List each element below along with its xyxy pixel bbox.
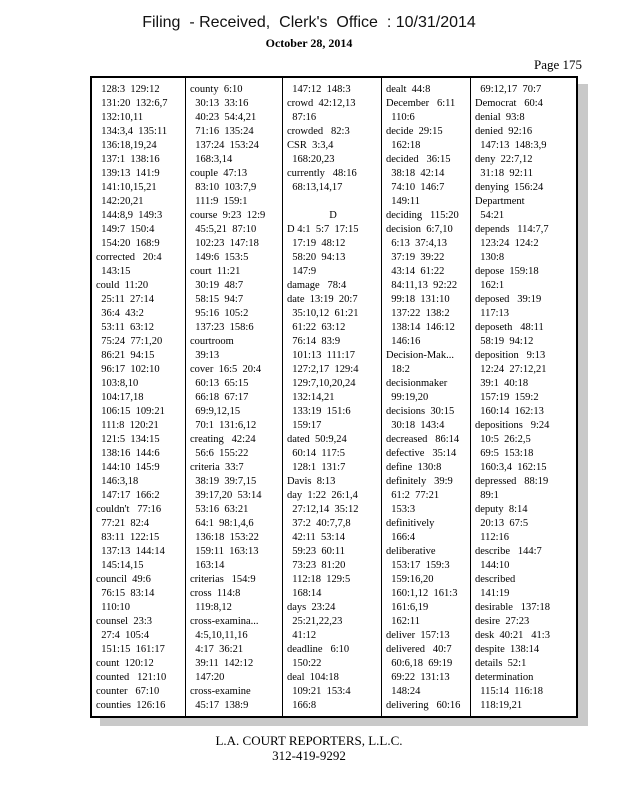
index-line: 58:19 94:12 [475,336,534,347]
index-line: 147:12 148:3 [287,84,351,95]
index-line: 160:14 162:13 [475,406,544,417]
index-line: 74:10 146:7 [386,182,445,193]
index-line: 106:15 109:21 [96,406,165,417]
index-line: 4:17 36:21 [190,644,244,655]
index-line: 66:18 67:17 [190,392,249,403]
index-line: deliberative [386,546,436,557]
index-line: 103:8,10 [96,378,139,389]
index-line: 43:14 61:22 [386,266,445,277]
index-line: criterias 154:9 [190,574,256,585]
index-line: 131:20 132:6,7 [96,98,168,109]
index-line: 166:8 [287,700,317,711]
index-line: 110:10 [96,602,131,613]
index-line: deliver 157:13 [386,630,450,641]
index-line: 112:16 [475,532,510,543]
index-line: 38:18 42:14 [386,168,445,179]
index-line: 137:23 158:6 [190,322,254,333]
page-number: Page 175 [533,57,582,72]
index-line: 149:6 153:5 [190,252,249,263]
index-line: 60:13 65:15 [190,378,249,389]
index-line: 161:6,19 [386,602,429,613]
index-line: 39:13 [190,350,220,361]
index-column [186,78,283,716]
index-line: 132:14,21 [287,392,335,403]
index-line: 69:5 153:18 [475,448,534,459]
reporter-footer [0,733,618,763]
index-line: 76:15 83:14 [96,588,155,599]
index-line: 69:22 131:13 [386,672,450,683]
index-line: 60:6,18 69:19 [386,658,453,669]
index-line: 130:8 [475,252,505,263]
index-line: 71:16 135:24 [190,126,254,137]
index-line: desirable 137:18 [475,602,550,613]
index-line: 160:3,4 162:15 [475,462,547,473]
index-line: couldn't 77:16 [96,504,162,515]
index-line: 83:10 103:7,9 [190,182,257,193]
index-line: 45:17 138:9 [190,700,249,711]
index-line: 137:24 153:24 [190,140,259,151]
index-line: 163:14 [190,560,225,571]
index-line: 147:20 [190,672,225,683]
index-line: determination [475,672,534,683]
index-line: 137:22 138:2 [386,308,450,319]
index-line: Davis 8:13 [287,476,336,487]
index-line: 141:19 [475,588,510,599]
index-line: 159:17 [287,420,322,431]
index-line: courtroom [190,336,234,347]
index-line: 162:1 [475,280,505,291]
index-line: 147:17 166:2 [96,490,160,501]
index-line: cross-examine [190,686,251,697]
index-line: could 11:20 [96,280,149,291]
index-line: 168:3,14 [190,154,233,165]
index-line: desk 40:21 41:3 [475,630,550,641]
index-line: 54:21 [475,210,505,221]
index-line: definitively [386,518,435,529]
index-line: 53:11 63:12 [96,322,154,333]
index-line: 128:1 131:7 [287,462,346,473]
index-line: 162:11 [386,616,421,627]
index-line: 39:11 142:12 [190,658,254,669]
index-line: course 9:23 12:9 [190,210,266,221]
index-line: crowded 82:3 [287,126,350,137]
index-line: 39:17,20 53:14 [190,490,262,501]
index-line: 84:11,13 92:22 [386,280,458,291]
index-line: 123:24 124:2 [475,238,539,249]
index-line: 17:19 48:12 [287,238,346,249]
index-line: 58:20 94:13 [287,252,346,263]
index-line: 4:5,10,11,16 [190,630,248,641]
index-line: 6:13 37:4,13 [386,238,447,249]
index-line: 157:19 159:2 [475,392,539,403]
index-line: 137:1 138:16 [96,154,160,165]
index-line: 141:10,15,21 [96,182,157,193]
index-line: 53:16 63:21 [190,504,249,515]
index-line: 111:9 159:1 [190,196,248,207]
word-index-table [90,76,578,718]
index-line: county 6:10 [190,84,243,95]
index-line: count 120:12 [96,658,154,669]
index-line: December 6:11 [386,98,456,109]
index-line: 61:22 63:12 [287,322,346,333]
index-line: 18:2 [386,364,410,375]
index-line: defective 35:14 [386,448,457,459]
index-line: deposeth 48:11 [475,322,544,333]
index-line: deputy 8:14 [475,504,528,515]
index-line: 129:7,10,20,24 [287,378,356,389]
index-line: described [475,574,516,585]
document-date: October 28, 2014 [265,36,353,50]
index-line: deposed 39:19 [475,294,542,305]
index-line: 150:22 [287,658,322,669]
index-line: deal 104:18 [287,672,339,683]
index-line: 59:23 60:11 [287,546,345,557]
index-line: Democrat 60:4 [475,98,543,109]
index-line: 30:18 143:4 [386,420,445,431]
index-line: 41:12 [287,630,317,641]
index-line: 138:16 144:6 [96,448,160,459]
index-line: 77:21 82:4 [96,518,150,529]
index-line: counties 126:16 [96,700,166,711]
index-line: definitely 39:9 [386,476,453,487]
index-line: day 1:22 26:1,4 [287,490,358,501]
index-line: 20:13 67:5 [475,518,529,529]
index-line: 117:13 [475,308,510,319]
index-line: 146:3,18 [96,476,139,487]
index-line: cross 114:8 [190,588,241,599]
index-line: decided 36:15 [386,154,451,165]
index-line: counsel 23:3 [96,616,152,627]
index-line: 142:20,21 [96,196,144,207]
index-line: court 11:21 [190,266,241,277]
index-line: 146:16 [386,336,421,347]
index-line: currently 48:16 [287,168,357,179]
index-line: 162:18 [386,140,421,151]
index-line: 83:11 122:15 [96,532,160,543]
index-line: 112:18 129:5 [287,574,351,585]
index-line: 76:14 83:9 [287,336,341,347]
index-line: 69:12,17 70:7 [475,84,542,95]
index-line: 168:14 [287,588,322,599]
index-line: 89:1 [475,490,499,501]
index-line: 147:9 [287,266,317,277]
index-line: 148:24 [386,686,421,697]
index-line: 38:19 39:7,15 [190,476,257,487]
index-line: deadline 6:10 [287,644,350,655]
index-line: decisions 30:15 [386,406,455,417]
index-line: 168:20,23 [287,154,335,165]
index-line: 147:13 148:3,9 [475,140,547,151]
index-line: 70:1 131:6,12 [190,420,257,431]
index-line: 136:18,19,24 [96,140,157,151]
index-line: 87:16 [287,112,317,123]
page-title: Filing - Received, Clerk's Office : 10/31/2014 [142,14,476,31]
index-column [283,78,382,716]
index-line: crowd 42:12,13 [287,98,356,109]
index-column [382,78,471,716]
index-line: dated 50:9,24 [287,434,347,445]
index-line: 96:17 102:10 [96,364,160,375]
index-line: CSR 3:3,4 [287,140,334,151]
index-line: 25:21,22,23 [287,616,343,627]
index-line: 56:6 155:22 [190,448,249,459]
index-line: 25:11 27:14 [96,294,154,305]
index-line: 58:15 94:7 [190,294,244,305]
index-line: 133:19 151:6 [287,406,351,417]
index-column [471,78,576,716]
index-line: denied 92:16 [475,126,533,137]
index-line: 153:3 [386,504,416,515]
index-line: 118:19,21 [475,700,523,711]
index-line: 102:23 147:18 [190,238,259,249]
index-line: 115:14 116:18 [475,686,544,697]
reporter-phone: 312-419-9292 [272,748,346,763]
index-line: 61:2 77:21 [386,490,440,501]
index-line: delivering 60:16 [386,700,461,711]
index-line: depends 114:7,7 [475,224,549,235]
index-line: 153:17 159:3 [386,560,450,571]
index-line: 136:18 153:22 [190,532,259,543]
index-line: criteria 33:7 [190,462,244,473]
index-line: Department [475,196,525,207]
index-line: decreased 86:14 [386,434,460,445]
index-line: cross-examina... [190,616,259,627]
index-line: 73:23 81:20 [287,560,346,571]
index-line: 69:9,12,15 [190,406,241,417]
index-line: 144:10 145:9 [96,462,160,473]
index-line: deciding 115:20 [386,210,459,221]
reporter-company: L.A. COURT REPORTERS, L.L.C. [215,733,403,748]
index-line: 139:13 141:9 [96,168,160,179]
index-line: 35:10,12 61:21 [287,308,359,319]
index-line: 68:13,14,17 [287,182,343,193]
index-line: 27:4 105:4 [96,630,150,641]
index-line: 60:14 117:5 [287,448,345,459]
index-line: dealt 44:8 [386,84,431,95]
index-line: 40:23 54:4,21 [190,112,257,123]
index-line: 37:2 40:7,7,8 [287,518,351,529]
index-line: depose 159:18 [475,266,539,277]
index-line: 10:5 26:2,5 [475,434,531,445]
index-line: describe 144:7 [475,546,542,557]
index-line: desire 27:23 [475,616,530,627]
index-line: depositions 9:24 [475,420,550,431]
index-line: define 130:8 [386,462,442,473]
index-line: 144:10 [475,560,510,571]
index-line: denying 156:24 [475,182,544,193]
index-line: decision 6:7,10 [386,224,453,235]
index-line: 111:8 120:21 [96,420,159,431]
index-line: counted 121:10 [96,672,167,683]
index-line: despite 138:14 [475,644,540,655]
index-line [287,195,379,209]
index-line: 30:19 48:7 [190,280,244,291]
index-line: 27:12,14 35:12 [287,504,359,515]
index-line: cover 16:5 20:4 [190,364,262,375]
index-line: 134:3,4 135:11 [96,126,168,137]
index-line: depressed 88:19 [475,476,549,487]
index-column [92,78,186,716]
index-line: counter 67:10 [96,686,160,697]
index-line: date 13:19 20:7 [287,294,358,305]
index-line: denial 93:8 [475,112,525,123]
index-line: delivered 40:7 [386,644,452,655]
index-line: 75:24 77:1,20 [96,336,163,347]
index-line: 95:16 105:2 [190,308,249,319]
index-line: 86:21 94:15 [96,350,155,361]
index-line: 159:11 163:13 [190,546,259,557]
index-line: 149:11 [386,196,421,207]
index-line: 138:14 146:12 [386,322,455,333]
index-line: 42:11 53:14 [287,532,345,543]
index-line: couple 47:13 [190,168,248,179]
index-line: 154:20 168:9 [96,238,160,249]
index-line: 36:4 43:2 [96,308,144,319]
index-line: 121:5 134:15 [96,434,160,445]
index-line: damage 78:4 [287,280,347,291]
index-line: 159:16,20 [386,574,434,585]
index-line: 144:8,9 149:3 [96,210,163,221]
index-line: 109:21 153:4 [287,686,351,697]
index-line: 119:8,12 [190,602,232,613]
index-line: Decision-Mak... [386,350,454,361]
index-line: 128:3 129:12 [96,84,160,95]
index-line: deposition 9:13 [475,350,546,361]
index-line: 151:15 161:17 [96,644,165,655]
index-line: 137:13 144:14 [96,546,165,557]
index-line: 99:18 131:10 [386,294,450,305]
index-line: 127:2,17 129:4 [287,364,359,375]
index-line: 30:13 33:16 [190,98,249,109]
index-line: 110:6 [386,112,415,123]
index-line: 99:19,20 [386,392,429,403]
index-line: details 52:1 [475,658,527,669]
index-line: 143:15 [96,266,131,277]
index-line: 166:4 [386,532,416,543]
section-letter: D [329,210,337,221]
index-line: 31:18 92:11 [475,168,533,179]
index-line: days 23:24 [287,602,336,613]
index-line: 149:7 150:4 [96,224,155,235]
index-line: corrected 20:4 [96,252,162,263]
index-line: 39:1 40:18 [475,378,529,389]
index-line: decide 29:15 [386,126,443,137]
index-line: 45:5,21 87:10 [190,224,257,235]
index-line: D 4:1 5:7 17:15 [287,224,359,235]
index-line: 12:24 27:12,21 [475,364,547,375]
index-line: 37:19 39:22 [386,252,445,263]
index-line: 160:1,12 161:3 [386,588,458,599]
index-line: 101:13 111:17 [287,350,356,361]
index-line: creating 42:24 [190,434,256,445]
index-line: 64:1 98:1,4,6 [190,518,254,529]
index-line: decisionmaker [386,378,448,389]
index-line: deny 22:7,12 [475,154,533,165]
index-line: 145:14,15 [96,560,144,571]
index-line: 132:10,11 [96,112,144,123]
index-line: council 49:6 [96,574,151,585]
index-line: 104:17,18 [96,392,144,403]
